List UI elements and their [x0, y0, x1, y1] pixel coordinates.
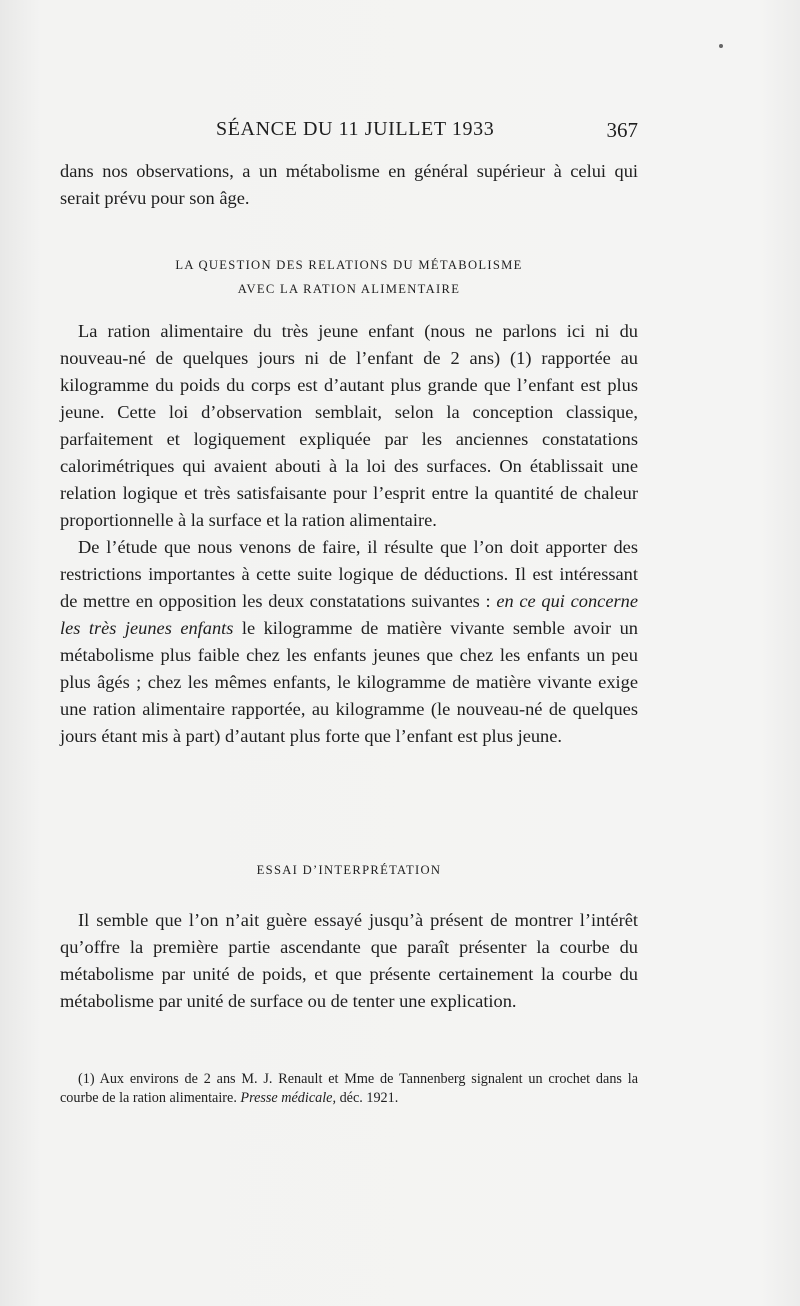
body-text-section-2 — [60, 907, 638, 1015]
footnote-date: déc. 1921. — [336, 1090, 399, 1106]
ink-speck — [719, 44, 723, 48]
footnote — [60, 1070, 638, 1108]
page-number: 367 — [606, 118, 638, 142]
section-heading-relations — [60, 253, 638, 301]
footnote-body: (1) Aux environs de 2 ans M. J. Renault et Mme de Tannenberg signalent un crochet dans la courbe de la ration alimentaire. — [60, 1071, 638, 1106]
paragraph-text: dans nos observations, a un métabolisme en général supérieur à celui qui serait prévu pour son âge. — [60, 161, 638, 208]
paragraph-restrictions — [60, 534, 638, 750]
running-header — [60, 118, 638, 148]
header-title: SÉANCE DU 11 JUILLET 1933 — [216, 118, 495, 140]
footnote-source: Presse médicale, — [240, 1090, 337, 1106]
body-paragraph-continued — [60, 158, 638, 212]
footnote-text — [60, 1070, 638, 1108]
paragraph-ration: La ration alimentaire du très jeune enfant (nous ne parlons ici ni du nouveau-né de quelques jours ni de l’enfant de 2 ans) (1) rapportée au kilogramme du poids du corps est d’autant plus grande que l’enfant est plus jeune. Cette loi d’observation semblait, selon la conception classique, parfaitement et logiquement expliquée par les anciennes constatations calorimétriques qui avaient abouti à la loi des surfaces. On établissait une relation logique et très satisfaisante pour l’esprit entre la quantité de chaleur proportionnelle à la surface et la ration alimentaire. — [60, 321, 638, 530]
section-heading-line: LA QUESTION DES RELATIONS DU MÉTABOLISME — [175, 258, 523, 272]
section-heading-interpretation: ESSAI D’INTERPRÉTATION — [256, 863, 442, 877]
paragraph-text: De l’étude que nous venons de faire, il résulte que l’on doit apporter des restrictions importantes à cette suite logique de déductions. Il est intéressant de mettre en opposition les deux constatations suivantes : — [60, 537, 638, 611]
italic-emphasis: en ce qui concerne les très jeunes enfants — [60, 591, 638, 638]
section-heading-line: AVEC LA RATION ALIMENTAIRE — [237, 282, 461, 296]
paragraph-text: le kilogramme de matière vivante semble avoir un métabolisme plus faible chez les enfants jeunes que chez les enfants un peu plus âgés ; chez les mêmes enfants, le kilogramme de matière vivante exige une ration alimentaire rapportée, au kilogramme (le nouveau-né de quelques jours étant mis à part) d’autant plus forte que l’enfant est plus jeune. — [60, 618, 639, 746]
body-text-section-1 — [60, 318, 638, 750]
paragraph-explanation: Il semble que l’on n’ait guère essayé jusqu’à présent de montrer l’intérêt qu’offre la première partie ascendante que paraît présenter la courbe du métabolisme par unité de poids, et que présente certainement la courbe du métabolisme par unité de surface ou de tenter une explication. — [60, 910, 638, 1011]
